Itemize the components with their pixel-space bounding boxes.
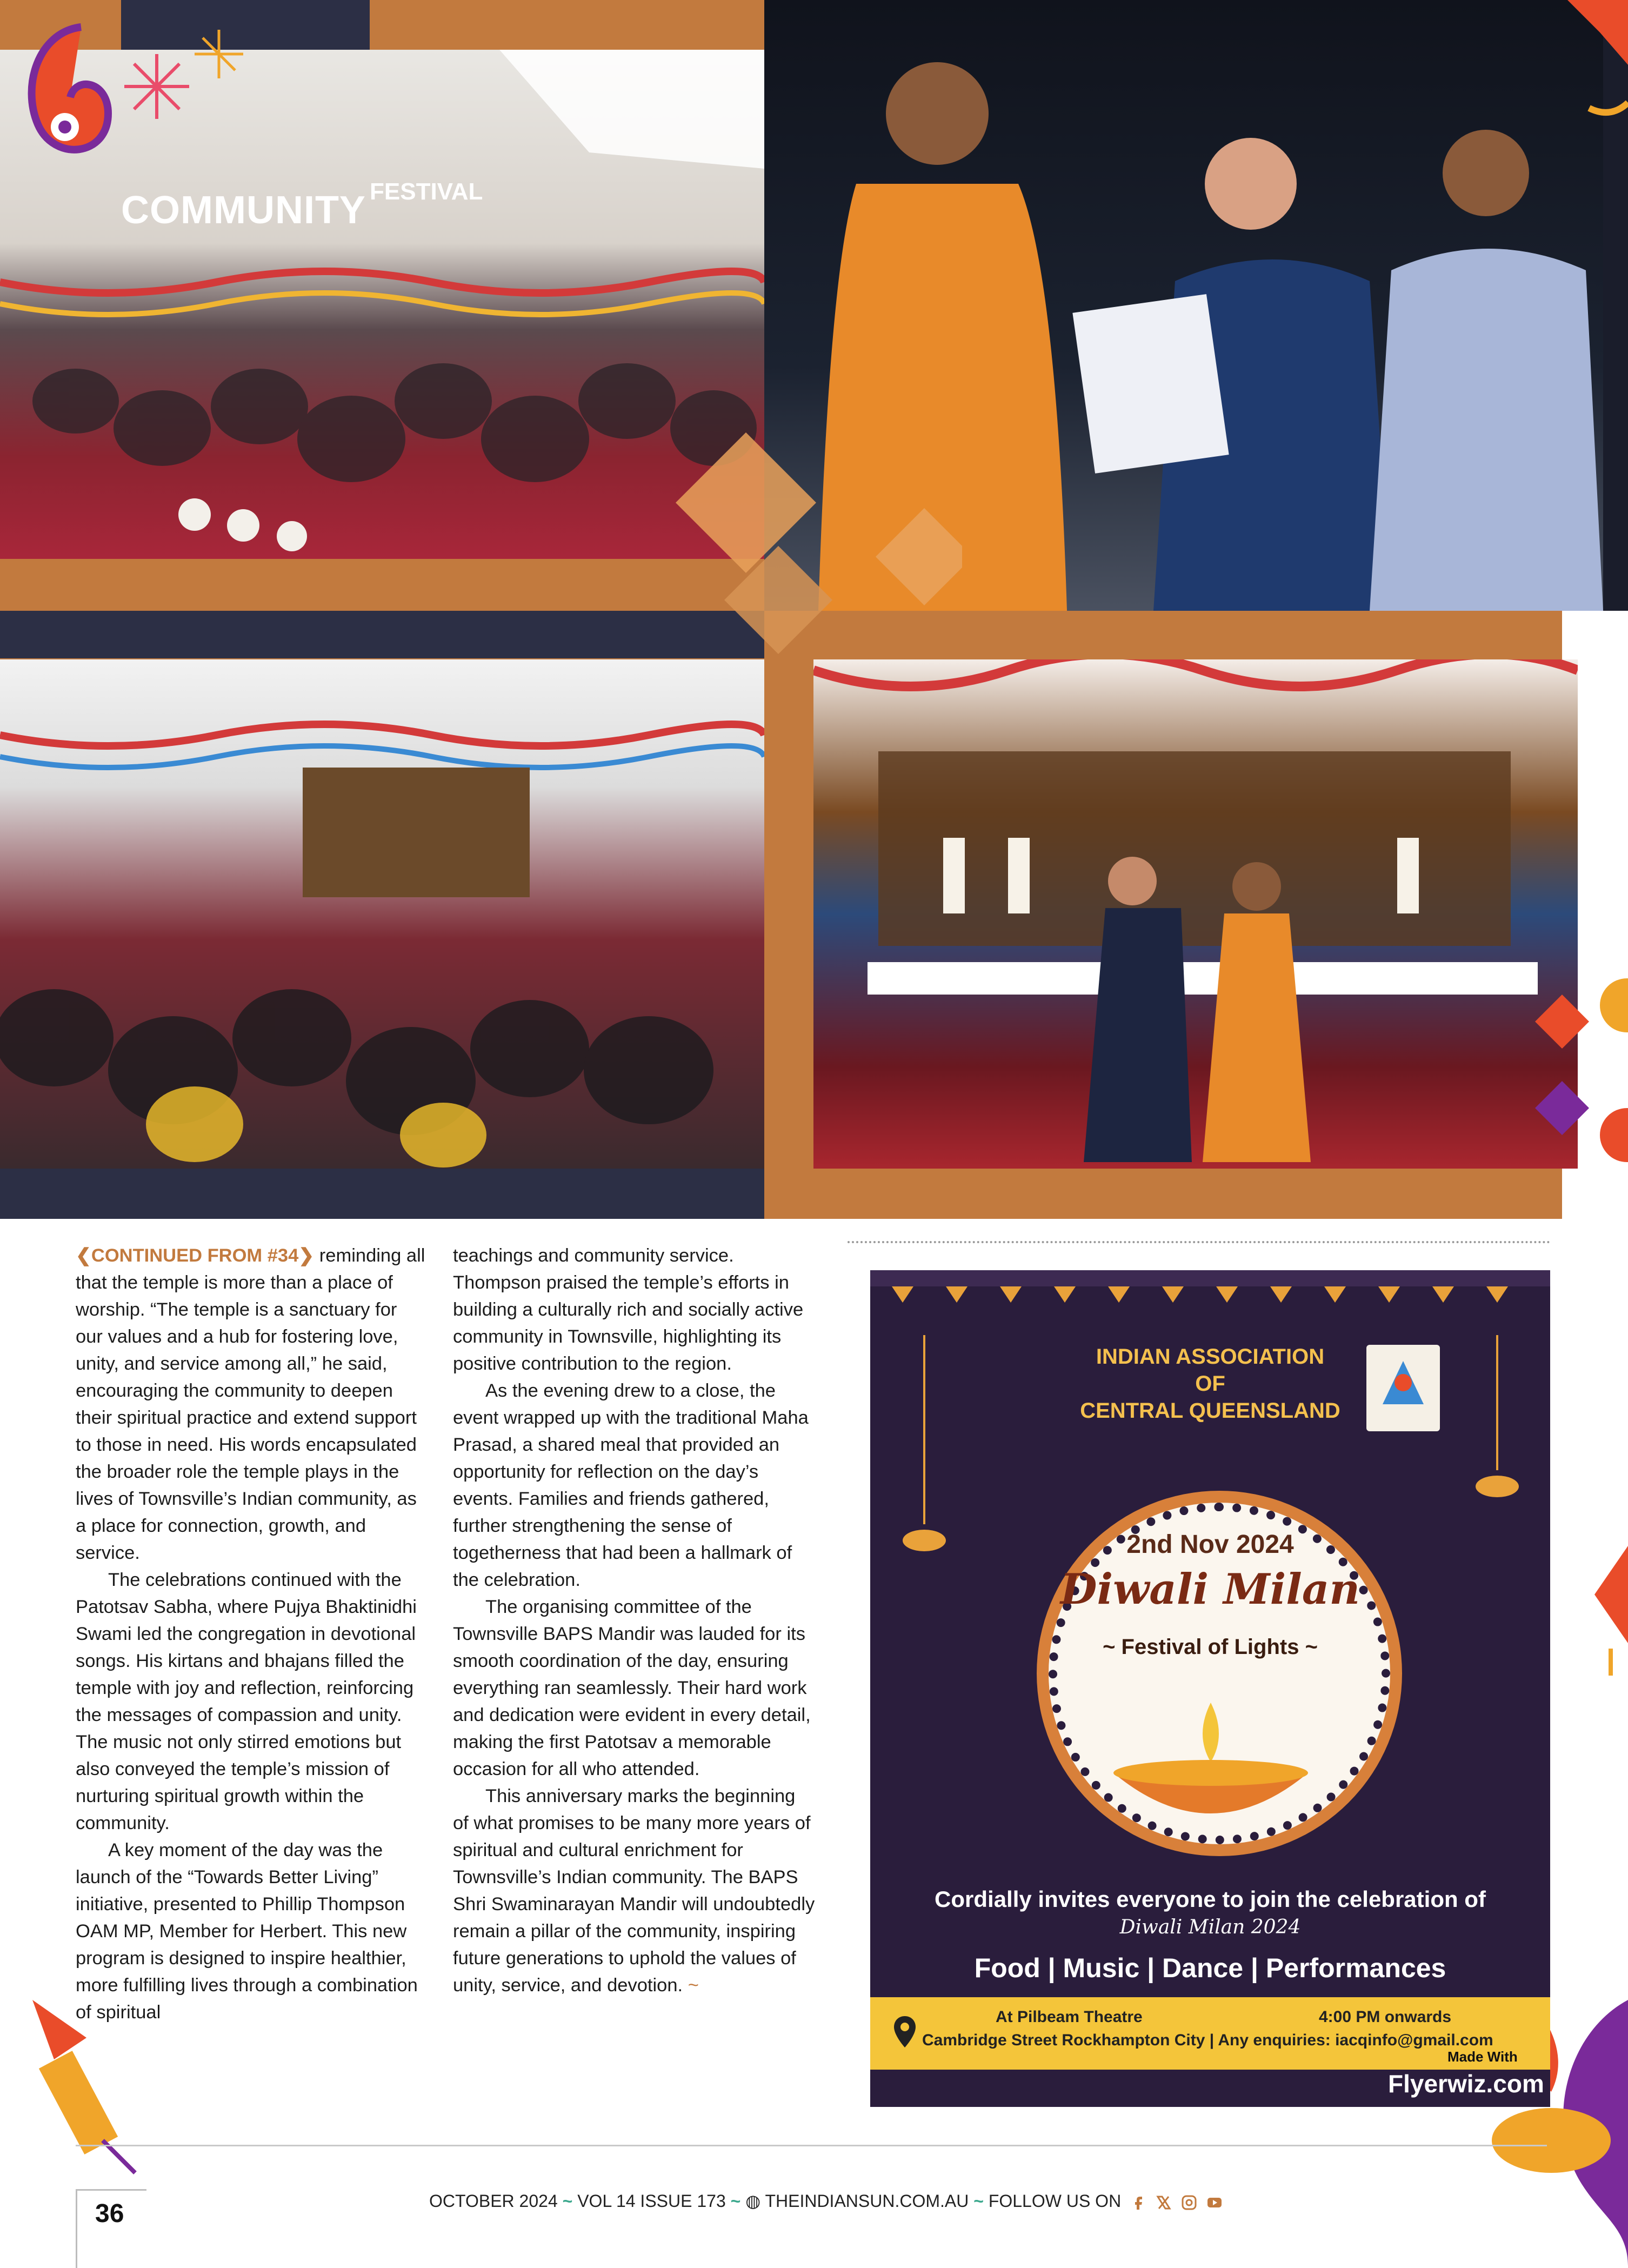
made-with-label: Made With — [1447, 2049, 1518, 2065]
location-pin-icon — [892, 2015, 918, 2049]
article-paragraph: The celebrations continued with the Patotsav Sabha, where Pujya Bhaktinidhi Swami led the congregation in devotional songs. His kirtans and bhajans filled the temple with joy and reflection, reinforcing the messages of compassion and unity. The music not only stirred emotions but also conveyed the temple’s mission of nurturing spiritual growth within the community. — [76, 1570, 417, 1833]
section-title: COMMUNITY — [121, 189, 366, 232]
footer-line — [429, 2191, 1223, 2211]
invitation-text: Cordially invites everyone to join the celebration of — [935, 1886, 1486, 1912]
paisley-icon — [16, 22, 124, 168]
youtube-icon[interactable] — [1206, 2194, 1223, 2211]
venue-address-enquiries[interactable]: Cambridge Street Rockhampton City | Any enquiries: iacqinfo@gmail.com — [922, 2031, 1493, 2049]
article-column-1 — [76, 1242, 427, 2026]
continued-from-text: CONTINUED FROM #34 — [91, 1245, 299, 1266]
article-paragraph — [76, 1242, 427, 1566]
association-logo — [1366, 1345, 1440, 1431]
event-title: Diwali Milan — [1060, 1565, 1360, 1614]
event-lineup: Food | Music | Dance | Performances — [974, 1953, 1446, 1983]
footer-separator-icon: ~ — [973, 2191, 984, 2211]
x-icon[interactable] — [1156, 2194, 1172, 2211]
continued-from-label[interactable]: ❮CONTINUED FROM #34❯ — [76, 1245, 315, 1266]
decorative-diamonds — [584, 432, 962, 784]
globe-icon: ◍ — [745, 2191, 761, 2211]
footer-issue-date: OCTOBER 2024 — [429, 2191, 558, 2211]
article-column-2 — [453, 1242, 815, 1999]
paragraph-text: reminding all that the temple is more than a place of worship. “The temple is a sanctuary for our values and a hub for fostering love, unity, and service among all,” he said, encouraging the community to deepen their spiritual practice and extend support to those in need. His words encapsulated the broader role the temple plays in the lives of Townsville’s Indian community, as a place for connection, growth, and service. — [76, 1245, 425, 1563]
event-tagline: ~ Festival of Lights ~ — [1103, 1635, 1318, 1659]
corner-ornament — [1567, 0, 1628, 178]
org-line-2: OF — [1195, 1372, 1225, 1396]
invitation-subtext: Diwali Milan 2024 — [1119, 1916, 1301, 1938]
facebook-icon[interactable] — [1130, 2194, 1146, 2211]
diwali-milan-advertisement[interactable] — [870, 1270, 1550, 2107]
divider-dark-band-bottom — [0, 1169, 764, 1219]
ad-organisation-name — [870, 1343, 1550, 1424]
end-mark-icon: ~ — [688, 1975, 699, 1996]
footer-separator-icon: ~ — [730, 2191, 741, 2211]
footer-follow-label: FOLLOW US ON — [988, 2191, 1122, 2211]
diya-lamp-icon — [1103, 1697, 1319, 1838]
article-paragraph — [453, 1783, 815, 1999]
instagram-icon[interactable] — [1181, 2194, 1197, 2211]
footer-volume: VOL 14 ISSUE 173 — [577, 2191, 726, 2211]
article-paragraph: teachings and community service. Thompson praised the temple’s efforts in building a culturally rich and socially active community in Townsville, highlighting its positive contribution to the region. — [453, 1245, 804, 1374]
peacock-logo-icon — [1366, 1345, 1440, 1431]
footer-website-link[interactable]: THEINDIANSUN.COM.AU — [765, 2191, 969, 2211]
venue-name: At Pilbeam Theatre — [996, 2008, 1143, 2026]
flyerwiz-brand[interactable]: Flyerwiz.com — [1388, 2070, 1544, 2098]
event-date: 2nd Nov 2024 — [1126, 1530, 1294, 1559]
diamond-ornaments — [1524, 984, 1600, 1157]
article-paragraph: As the evening drew to a close, the event wrapped up with the traditional Maha Prasad, a shared meal that provided an opportunity for reflection on the day’s events. Families and friends gathered, further strengthening the sense of togetherness that had been a hallmark of the celebration. — [453, 1380, 809, 1590]
paragraph-text: This anniversary marks the beginning of what promises to be many more years of spiritual and cultural enrichment for Townsville’s Indian community. The BAPS Shri Swaminarayan Mandir will undoubtedly remain a pillar of the community, inspiring future generations to uphold the values of unity, service, and devotion. — [453, 1786, 815, 1996]
firework-icon — [119, 22, 259, 141]
article-paragraph: The organising committee of the Townsville BAPS Mandir was lauded for its smooth coordination of the day, ensuring everything ran seamlessly. Their hard work and dedication were evident in every detail, making the first Patotsav a memorable occasion for all who attended. — [453, 1597, 811, 1779]
section-subtitle: FESTIVAL — [370, 178, 483, 205]
ad-decorative-border — [870, 1270, 1550, 1335]
page-number: 36 — [95, 2199, 124, 2228]
event-time: 4:00 PM onwards — [1319, 2008, 1452, 2026]
org-line-3: CENTRAL QUEENSLAND — [1080, 1399, 1340, 1423]
lantern-icon — [1589, 1535, 1628, 1686]
footer-separator-icon: ~ — [562, 2191, 573, 2211]
article-paragraph: A key moment of the day was the launch of the “Towards Better Living” initiative, presented to Phillip Thompson OAM MP, Member for Herbert. This new program is designed to inspire healthier, more fulfilling lives through a combination of spiritual — [76, 1840, 418, 2023]
org-line-1: INDIAN ASSOCIATION — [1096, 1345, 1325, 1369]
footer-divider — [76, 2145, 1547, 2146]
